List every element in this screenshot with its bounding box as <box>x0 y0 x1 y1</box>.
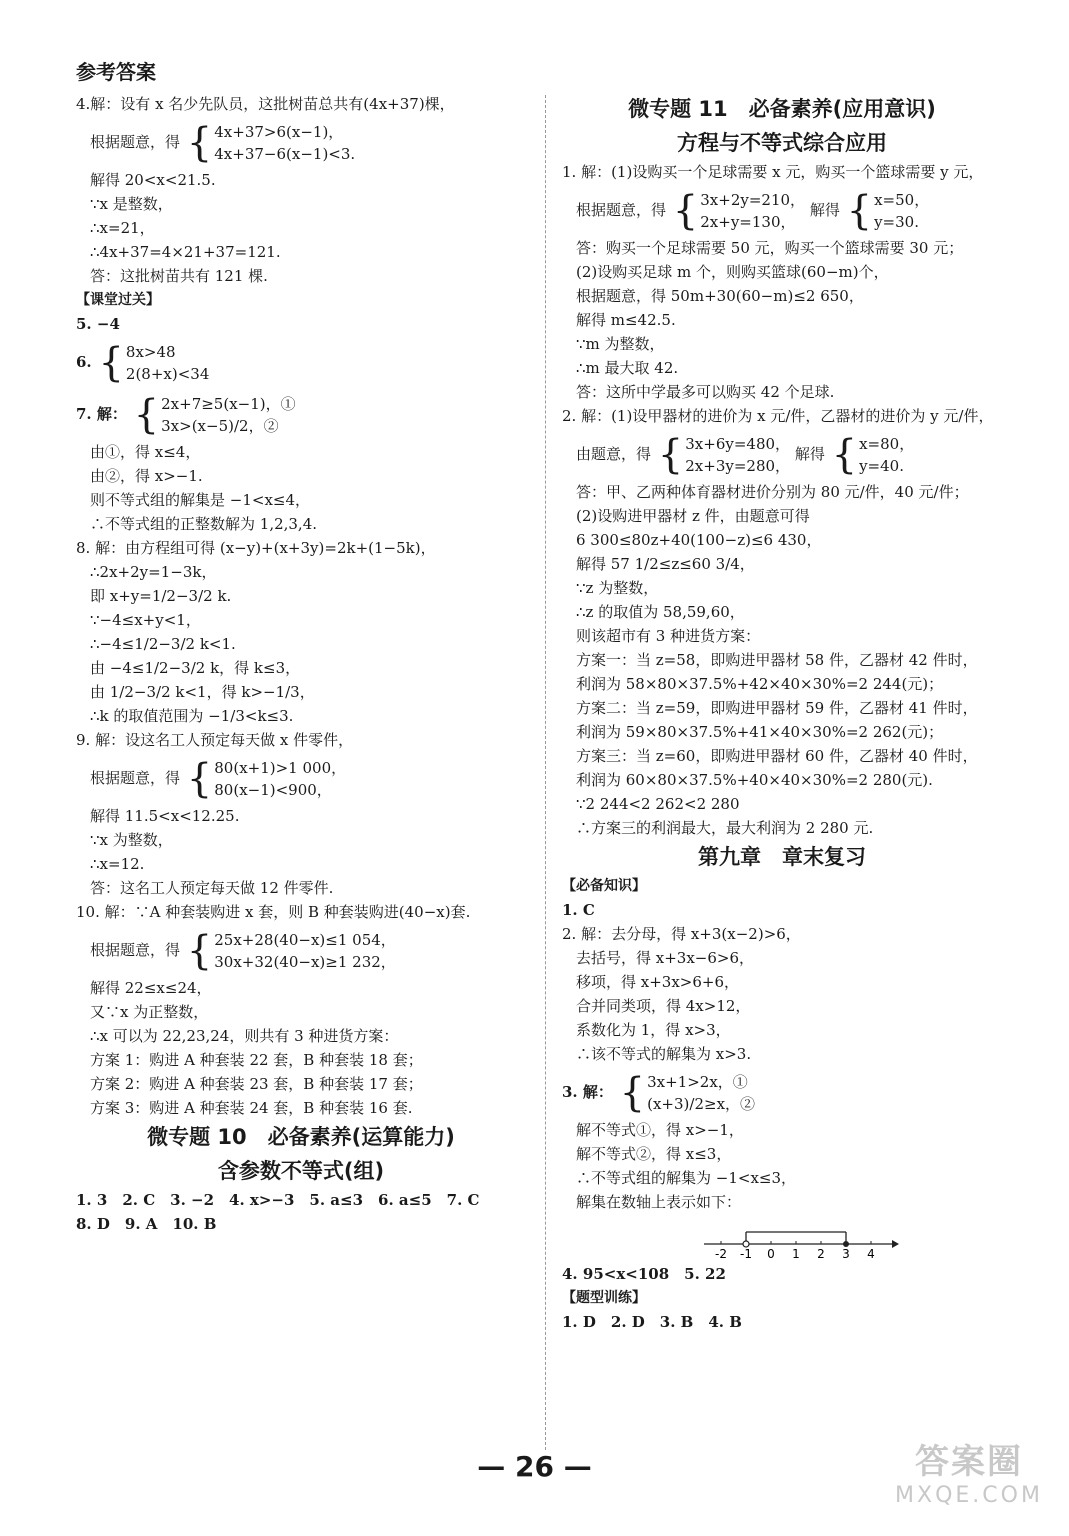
r-q1-system: 根据题意，得 { 3x+2y=210， 2x+y=130， 解得 { x=50， y=30. <box>576 188 930 234</box>
axis-tick-label: 1 <box>792 1247 800 1260</box>
q10-line: 解得 22≤x≤24， <box>90 979 212 997</box>
q8-line: ∴k 的取值范围为 −1/3<k≤3. <box>90 707 294 725</box>
k45-answer: 4. 95<x<108 5. 22 <box>562 1265 726 1283</box>
section-subtitle: 含参数不等式(组) <box>217 1159 385 1183</box>
k2-line: 移项，得 x+3x>6+6， <box>576 973 740 991</box>
r-q2-line: ∵z 为整数， <box>576 579 659 597</box>
r-q2-line: 解得 57 1/2≤z≤60 3/4， <box>576 555 755 573</box>
r-q2-line: (2)设购进甲器材 z 件，由题意可得 <box>576 507 810 525</box>
q9-line: ∴x=12. <box>90 855 145 873</box>
q8-line: ∴−4≤1/2−3/2 k<1. <box>90 635 236 653</box>
r-q2-line: 6 300≤80z+40(100−z)≤6 430， <box>576 531 822 549</box>
r-q2-line: ∴z 的取值为 58,59,60， <box>576 603 745 621</box>
q6-answer: 6. { 8x>48 2(8+x)<34 <box>76 340 210 386</box>
r-q1-line: 1. 解：(1)设购买一个足球需要 x 元，购买一个篮球需要 y 元， <box>562 163 984 181</box>
r-q2-line: 利润为 59×80×37.5%+41×40×30%=2 262(元)； <box>576 723 944 741</box>
page-number: — 26 — <box>477 1450 592 1483</box>
page-header: 参考答案 <box>76 60 156 84</box>
number-line-figure <box>562 1214 1002 1262</box>
k2-line: 系数化为 1，得 x>3， <box>576 1021 731 1039</box>
section-title: 微专题 11 必备素养(应用意识) <box>628 97 936 121</box>
q7-line: ∴不等式组的正整数解为 1,2,3,4. <box>90 515 318 533</box>
axis-tick-label: 2 <box>817 1247 825 1260</box>
axis-tick-label: -2 <box>715 1247 727 1260</box>
r-q2-line: 方案二：当 z=59，即购进甲器材 59 件，乙器材 41 件时， <box>576 699 978 717</box>
q7-line: 由①，得 x≤4， <box>90 443 201 461</box>
axis-tick-label: 4 <box>867 1247 875 1260</box>
q8-line: ∴2x+2y=1−3k， <box>90 563 217 581</box>
q7-line: 则不等式组的解集是 −1<x≤4， <box>90 491 311 509</box>
k3-line: 解不等式①，得 x>−1， <box>576 1121 744 1139</box>
q4-line: 答：这批树苗共有 121 棵. <box>90 267 268 285</box>
k3-system: 3. 解： { 3x+1>2x，① (x+3)/2≥x，② <box>562 1070 756 1116</box>
column-divider <box>545 95 546 1450</box>
q10-line: ∴x 可以为 22,23,24，则共有 3 种进货方案： <box>90 1027 399 1045</box>
r-q2-line: 答：甲、乙两种体育器材进价分别为 80 元/件，40 元/件； <box>576 483 969 501</box>
section-heading: 【课堂过关】 <box>76 292 160 308</box>
q9-line: 答：这名工人预定每天做 12 件零件. <box>90 879 334 897</box>
r-q2-line: 方案一：当 z=58，即购进甲器材 58 件，乙器材 42 件时， <box>576 651 978 669</box>
k2-line: 2. 解：去分母，得 x+3(x−2)>6， <box>562 925 801 943</box>
chapter-title: 第九章 章末复习 <box>698 845 866 869</box>
q8-line: ∵−4≤x+y<1， <box>90 611 201 629</box>
q8-line: 由 1/2−3/2 k<1，得 k>−1/3， <box>90 683 315 701</box>
q4-line: 解得 20<x<21.5. <box>90 171 216 189</box>
q10-line: 方案 1：购进 A 种套装 22 套，B 种套装 18 套； <box>90 1051 423 1069</box>
section-subtitle: 方程与不等式综合应用 <box>677 131 887 155</box>
q8-line: 由 −4≤1/2−3/2 k，得 k≤3， <box>90 659 301 677</box>
r-q2-line: 利润为 60×80×37.5%+40×40×30%=2 280(元). <box>576 771 933 789</box>
number-line <box>700 1214 900 1260</box>
q4-line: ∵x 是整数， <box>90 195 173 213</box>
q9-line: 9. 解：设这名工人预定每天做 x 件零件， <box>76 731 354 749</box>
k1-answer: 1. C <box>562 901 595 919</box>
r-q1-line: (2)设购买足球 m 个，则购买篮球(60−m)个， <box>576 263 889 281</box>
r-q2-system: 由题意，得 { 3x+6y=480， 2x+3y=280， 解得 { x=80， y=40. <box>576 432 915 478</box>
axis-tick-label: 3 <box>842 1247 850 1260</box>
k2-line: 合并同类项，得 4x>12， <box>576 997 751 1015</box>
k3-line: 解集在数轴上表示如下： <box>576 1193 742 1211</box>
q5-answer: 5. −4 <box>76 315 120 333</box>
q7-system: 7. 解： { 2x+7≥5(x−1)，① 3x>(x−5)/2，② <box>76 392 296 438</box>
r-q1-line: 答：这所中学最多可以购买 42 个足球. <box>576 383 835 401</box>
r-q2-line: 利润为 58×80×37.5%+42×40×30%=2 244(元)； <box>576 675 944 693</box>
r-q2-line: ∵2 244<2 262<2 280 <box>576 795 740 813</box>
q10-line: 又∵x 为正整数， <box>90 1003 209 1021</box>
q10-line: 方案 2：购进 A 种套装 23 套，B 种套装 17 套； <box>90 1075 423 1093</box>
q8-line: 即 x+y=1/2−3/2 k. <box>90 587 232 605</box>
axis-tick-label: 0 <box>767 1247 775 1260</box>
q9-system: 根据题意，得 { 80(x+1)>1 000， 80(x−1)<900， <box>90 756 347 802</box>
q9-line: ∵x 为整数， <box>90 831 173 849</box>
r-q2-line: 2. 解：(1)设甲器材的进价为 x 元/件，乙器材的进价为 y 元/件， <box>562 407 994 425</box>
k3-line: ∴不等式组的解集为 −1<x≤3， <box>576 1169 797 1187</box>
k3-line: 解不等式②，得 x≤3， <box>576 1145 732 1163</box>
r-q1-line: 解得 m≤42.5. <box>576 311 676 329</box>
q10-system: 根据题意，得 { 25x+28(40−x)≤1 054， 30x+32(40−x)≥1 232， <box>90 928 396 974</box>
q8-line: 8. 解：由方程组可得 (x−y)+(x+3y)=2k+(1−5k)， <box>76 539 436 557</box>
section-heading: 【必备知识】 <box>562 878 646 894</box>
training-answers: 1. D 2. D 3. B 4. B <box>562 1313 742 1331</box>
answer-list: 8. D 9. A 10. B <box>76 1215 217 1233</box>
r-q1-line: 答：购买一个足球需要 50 元，购买一个篮球需要 30 元； <box>576 239 964 257</box>
k2-line: ∴该不等式的解集为 x>3. <box>576 1045 752 1063</box>
q4-line: ∴x=21， <box>90 219 155 237</box>
answer-list: 1. 3 2. C 3. −2 4. x>−3 5. a≤3 6. a≤5 7. C <box>76 1191 480 1209</box>
r-q1-line: ∴m 最大取 42. <box>576 359 679 377</box>
watermark-logo: 答案圈 MXQE.COM <box>895 1442 1043 1508</box>
r-q2-line: ∴方案三的利润最大，最大利润为 2 280 元. <box>576 819 874 837</box>
r-q1-line: ∵m 为整数， <box>576 335 665 353</box>
q7-line: 由②，得 x>−1. <box>90 467 203 485</box>
r-q2-line: 则该超市有 3 种进货方案： <box>576 627 761 645</box>
q4-system: 根据题意，得 { 4x+37>6(x−1)， 4x+37−6(x−1)<3. <box>90 120 356 166</box>
section-heading: 【题型训练】 <box>562 1290 646 1306</box>
q10-line: 10. 解：∵A 种套装购进 x 套，则 B 种套装购进(40−x)套. <box>76 903 471 921</box>
q9-line: 解得 11.5<x<12.25. <box>90 807 240 825</box>
q10-line: 方案 3：购进 A 种套装 24 套，B 种套装 16 套. <box>90 1099 413 1117</box>
k2-line: 去括号，得 x+3x−6>6， <box>576 949 755 967</box>
r-q1-line: 根据题意，得 50m+30(60−m)≤2 650， <box>576 287 864 305</box>
q4-line: ∴4x+37=4×21+37=121. <box>90 243 281 261</box>
section-title: 微专题 10 必备素养(运算能力) <box>147 1125 455 1149</box>
axis-tick-label: -1 <box>740 1247 752 1260</box>
left-column <box>76 92 526 1236</box>
right-column <box>562 92 1002 1334</box>
r-q2-line: 方案三：当 z=60，即购进甲器材 60 件，乙器材 40 件时， <box>576 747 978 765</box>
q4-line: 4.解：设有 x 名少先队员，这批树苗总共有(4x+37)棵， <box>76 95 455 113</box>
